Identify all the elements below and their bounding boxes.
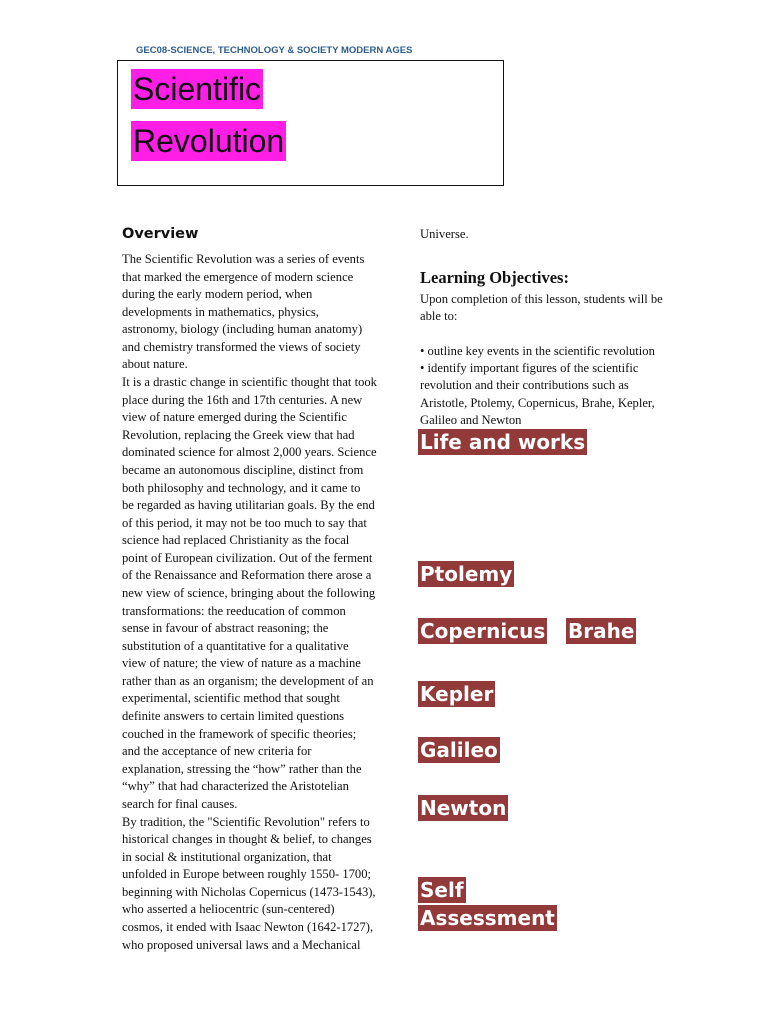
overview-line: By tradition, the "Scientific Revolution" refers to <box>122 814 370 829</box>
title-line-2: Revolution <box>133 123 285 159</box>
overview-line: who asserted a heliocentric (sun-centered) <box>122 902 335 917</box>
brahe-heading: Brahe <box>568 619 635 643</box>
overview-line: of the Renaissance and Reformation there arose a <box>122 568 372 583</box>
overview-line: and the acceptance of new criteria for <box>122 744 312 759</box>
objective-item-line: Galileo and Newton <box>420 413 522 428</box>
overview-line: view of nature; the view of nature as a machine <box>122 656 361 671</box>
overview-line: of this period, it may not be too much to say that <box>122 515 367 530</box>
course-header: GEC08-SCIENCE, TECHNOLOGY & SOCIETY MODERN AGES <box>136 45 413 56</box>
overview-line: “why” that had characterized the Aristotelian <box>122 779 349 794</box>
newton-heading: Newton <box>420 796 507 820</box>
title-box <box>117 60 504 186</box>
overview-line: view of nature emerged during the Scientific <box>122 410 347 425</box>
overview-line: became an autonomous discipline, distinct from <box>122 462 364 477</box>
overview-line: Revolution, replacing the Greek view that had <box>122 427 355 442</box>
overview-line: The Scientific Revolution was a series of events <box>122 252 365 266</box>
overview-line: substitution of a quantitative for a qualitative <box>122 638 349 653</box>
life-and-works-heading: Life and works <box>420 430 586 454</box>
title-line-1: Scientific <box>133 71 262 107</box>
objective-item-line: • outline key events in the scientific revolution <box>420 343 655 358</box>
assessment-heading: Assessment <box>420 906 555 930</box>
overview-line: search for final causes. <box>122 796 238 811</box>
overview-line: beginning with Nicholas Copernicus (1473-1543), <box>122 884 376 899</box>
overview-line: that marked the emergence of modern science <box>122 269 354 284</box>
overview-line: transformations: the reeducation of common <box>122 603 346 618</box>
overview-line: science had replaced Christianity as the focal <box>122 533 350 548</box>
objective-item-line: Aristotle, Ptolemy, Copernicus, Brahe, Kepler, <box>420 395 655 410</box>
overview-line: experimental, scientific method that sought <box>122 691 340 706</box>
overview-line: sense in favour of abstract reasoning; the <box>122 621 329 636</box>
objectives-intro-line: able to: <box>420 309 458 324</box>
learning-objectives-body <box>420 291 663 429</box>
overview-line: developments in mathematics, physics, <box>122 304 319 319</box>
overview-continuation: Universe. <box>420 227 469 241</box>
ptolemy-heading: Ptolemy <box>420 562 513 586</box>
overview-body <box>122 251 422 954</box>
overview-line: who proposed universal laws and a Mechanical <box>122 937 361 952</box>
galileo-heading: Galileo <box>420 738 498 762</box>
overview-heading: Overview <box>122 226 199 242</box>
overview-line: about nature. <box>122 357 188 372</box>
overview-line: point of European civilization. Out of the ferment <box>122 550 373 565</box>
overview-line: unfolded in Europe between roughly 1550- 1700; <box>122 867 372 882</box>
kepler-heading: Kepler <box>420 682 494 706</box>
overview-line: in social & institutional organization, that <box>122 849 332 864</box>
overview-line: astronomy, biology (including human anatomy) <box>122 322 363 337</box>
overview-line: It is a drastic change in scientific thought that took <box>122 375 377 390</box>
objective-item-line: • identify important figures of the scientific <box>420 361 639 376</box>
overview-line: definite answers to certain limited questions <box>122 709 345 724</box>
overview-line: both philosophy and technology, and it came to <box>122 480 361 495</box>
overview-line: couched in the framework of specific theories; <box>122 726 357 741</box>
overview-line: historical changes in thought & belief, to changes <box>122 832 372 847</box>
objective-item-line: revolution and their contributions such as <box>420 378 629 393</box>
objectives-intro-line: Upon completion of this lesson, students will be <box>420 292 663 306</box>
spacer <box>420 326 663 343</box>
overview-line: and chemistry transformed the views of society <box>122 339 361 354</box>
overview-line: be regarded as having utilitarian goals. By the end <box>122 498 375 513</box>
overview-line: cosmos, it ended with Isaac Newton (1642-1727), <box>122 919 374 934</box>
overview-line: new view of science, bringing about the following <box>122 585 376 600</box>
self-heading: Self <box>420 878 464 902</box>
overview-line: dominated science for almost 2,000 years. Science <box>122 445 377 460</box>
overview-line: during the early modern period, when <box>122 287 313 302</box>
overview-line: rather than as an organism; the development of an <box>122 673 374 688</box>
overview-line: explanation, stressing the “how” rather than the <box>122 761 362 776</box>
learning-objectives-heading: Learning Objectives: <box>420 268 569 287</box>
copernicus-heading: Copernicus <box>420 619 546 643</box>
overview-line: place during the 16th and 17th centuries. A new <box>122 392 363 407</box>
